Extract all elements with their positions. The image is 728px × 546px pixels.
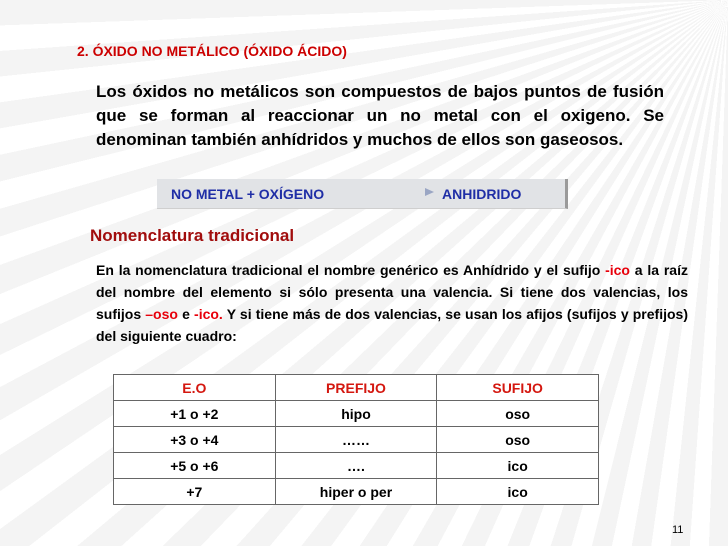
- cell-sufijo: oso: [437, 401, 599, 427]
- header-sufijo: SUFIJO: [437, 375, 599, 401]
- table-row: [114, 453, 599, 479]
- rule-text: a la raíz del nombre del elemento si sólo presenta una valencia. Si tiene dos valencias, los sufijos: [96, 262, 688, 322]
- formula-box: [157, 179, 568, 209]
- page-number: 11: [672, 524, 684, 536]
- cell-eo: +3 o +4: [114, 427, 276, 453]
- cell-eo: +1 o +2: [114, 401, 276, 427]
- header-prefijo: PREFIJO: [275, 375, 437, 401]
- table-row: [114, 427, 599, 453]
- table-row: [114, 401, 599, 427]
- table-row: [114, 479, 599, 505]
- suffix-ico: -ico.: [194, 306, 223, 322]
- rule-text: e: [177, 306, 195, 322]
- cell-eo: +5 o +6: [114, 453, 276, 479]
- section-subtitle: Nomenclatura tradicional: [90, 226, 295, 245]
- cell-prefijo: hipo: [275, 401, 437, 427]
- header-eo: E.O: [114, 375, 276, 401]
- table-header-row: [114, 375, 599, 401]
- cell-prefijo: hiper o per: [275, 479, 437, 505]
- suffix-oso: –oso: [145, 306, 178, 322]
- rule-paragraph: [96, 259, 688, 347]
- rule-text: En la nomenclatura tradicional el nombre genérico es Anhídrido y el sufijo: [96, 262, 606, 278]
- cell-prefijo: ….: [275, 453, 437, 479]
- suffix-ico: -ico: [605, 262, 630, 278]
- formula-product: ANHIDRIDO: [442, 186, 522, 202]
- rule-text: Y si tiene más de dos valencias, se usan los afijos (sufijos y prefijos) del siguiente cuadro:: [96, 306, 688, 344]
- cell-sufijo: ico: [437, 453, 599, 479]
- formula-reactants: NO METAL + OXÍGENO: [171, 186, 325, 202]
- intro-paragraph: Los óxidos no metálicos son compuestos de bajos puntos de fusión que se forman al reaccionar un no metal con el oxigeno. Se denominan también anhídridos y muchos de ellos son gaseosos.: [96, 82, 664, 149]
- cell-prefijo: ……: [275, 427, 437, 453]
- arrow-right-icon: [383, 186, 435, 203]
- cell-eo: +7: [114, 479, 276, 505]
- cell-sufijo: ico: [437, 479, 599, 505]
- affix-table: [113, 374, 599, 505]
- slide-title: 2. ÓXIDO NO METÁLICO (ÓXIDO ÁCIDO): [77, 43, 347, 59]
- cell-sufijo: oso: [437, 427, 599, 453]
